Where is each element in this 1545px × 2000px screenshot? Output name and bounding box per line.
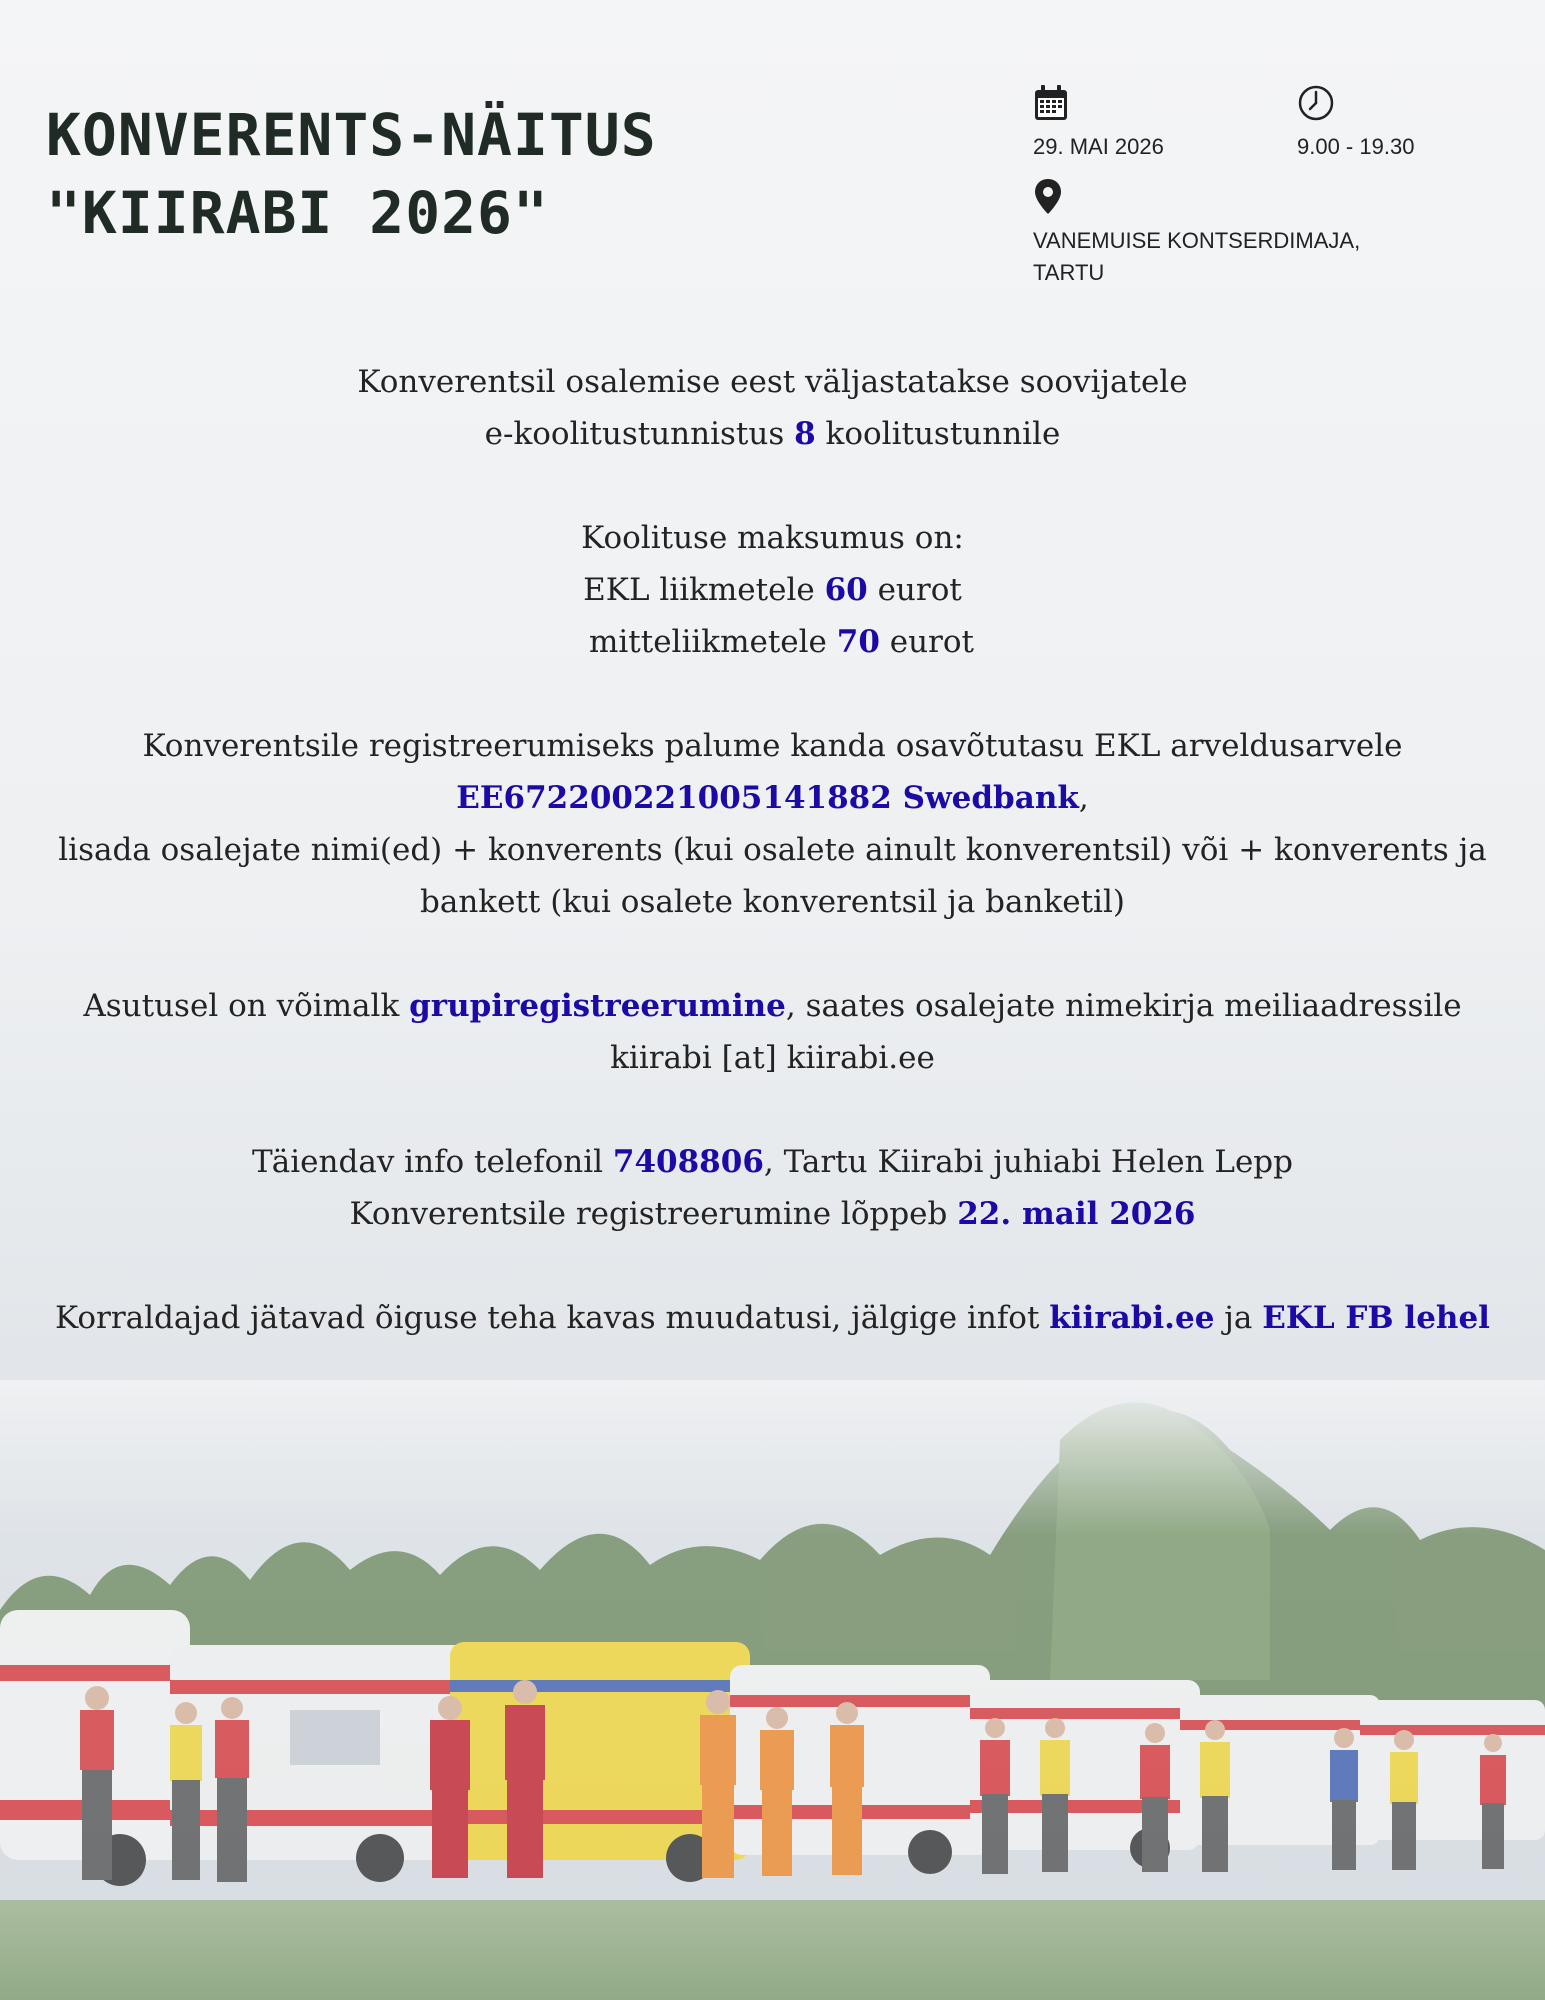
ambulance-photo bbox=[0, 1380, 1545, 2000]
date-text: 29. MAI 2026 bbox=[1033, 134, 1164, 159]
training-hours: 8 bbox=[794, 416, 816, 452]
venue-line-2: TARTU bbox=[1033, 260, 1105, 285]
title-line-2: "KIIRABI 2026" bbox=[46, 179, 549, 247]
event-time bbox=[1297, 84, 1497, 164]
page-title bbox=[46, 96, 657, 252]
title-line-1: KONVERENTS-NÄITUS bbox=[46, 101, 657, 169]
location-pin-icon bbox=[1033, 178, 1063, 224]
registration-deadline: 22. mail 2026 bbox=[957, 1196, 1196, 1232]
main-content bbox=[40, 356, 1505, 1396]
notice-paragraph: Korraldajad jätavad õiguse teha kavas muudatusi, jälgige infot kiirabi.ee ja EKL FB lehel bbox=[55, 1300, 1490, 1336]
contact-paragraph: Täiendav info telefonil 7408806, Tartu Kiirabi juhiabi Helen Lepp Konverentsile registreerumine lõppeb 22. mail 2026 bbox=[252, 1144, 1293, 1232]
group-registration-link[interactable]: grupiregistreerumine bbox=[409, 988, 786, 1024]
facebook-link[interactable]: EKL FB lehel bbox=[1262, 1300, 1490, 1336]
certificate-paragraph: Konverentsil osalemise eest väljastatakse soovijatele e-koolitustunnistus 8 koolitustunnile bbox=[357, 364, 1188, 452]
time-text: 9.00 - 19.30 bbox=[1297, 134, 1415, 159]
nonmember-price: 70 bbox=[836, 624, 880, 660]
clock-icon bbox=[1297, 84, 1335, 130]
website-link[interactable]: kiirabi.ee bbox=[1049, 1300, 1215, 1336]
venue-line-1: VANEMUISE KONTSERDIMAJA, bbox=[1033, 228, 1361, 253]
registration-paragraph: Konverentsile registreerumiseks palume kanda osavõtutasu EKL arveldusarvele EE672200221005141882 Swedbank, lisada osalejate nimi(ed) + konverents (kui osalete ainult konverentsil) või + konverents ja bankett (kui osalete konverentsil ja banketil) bbox=[58, 728, 1487, 920]
phone-number: 7408806 bbox=[612, 1144, 764, 1180]
event-date bbox=[1033, 84, 1233, 164]
price-paragraph: Koolituse maksumus on: EKL liikmetele 60 eurot mitteliikmetele 70 eurot bbox=[581, 520, 974, 660]
calendar-icon bbox=[1033, 84, 1069, 130]
event-venue bbox=[1033, 178, 1413, 290]
bank-account: EE672200221005141882 Swedbank bbox=[456, 780, 1079, 816]
member-price: 60 bbox=[824, 572, 868, 608]
contact-email: kiirabi [at] kiirabi.ee bbox=[610, 1040, 935, 1076]
group-registration-paragraph: Asutusel on võimalk grupiregistreerumine, saates osalejate nimekirja meiliaadressile kiirabi [at] kiirabi.ee bbox=[40, 980, 1505, 1084]
